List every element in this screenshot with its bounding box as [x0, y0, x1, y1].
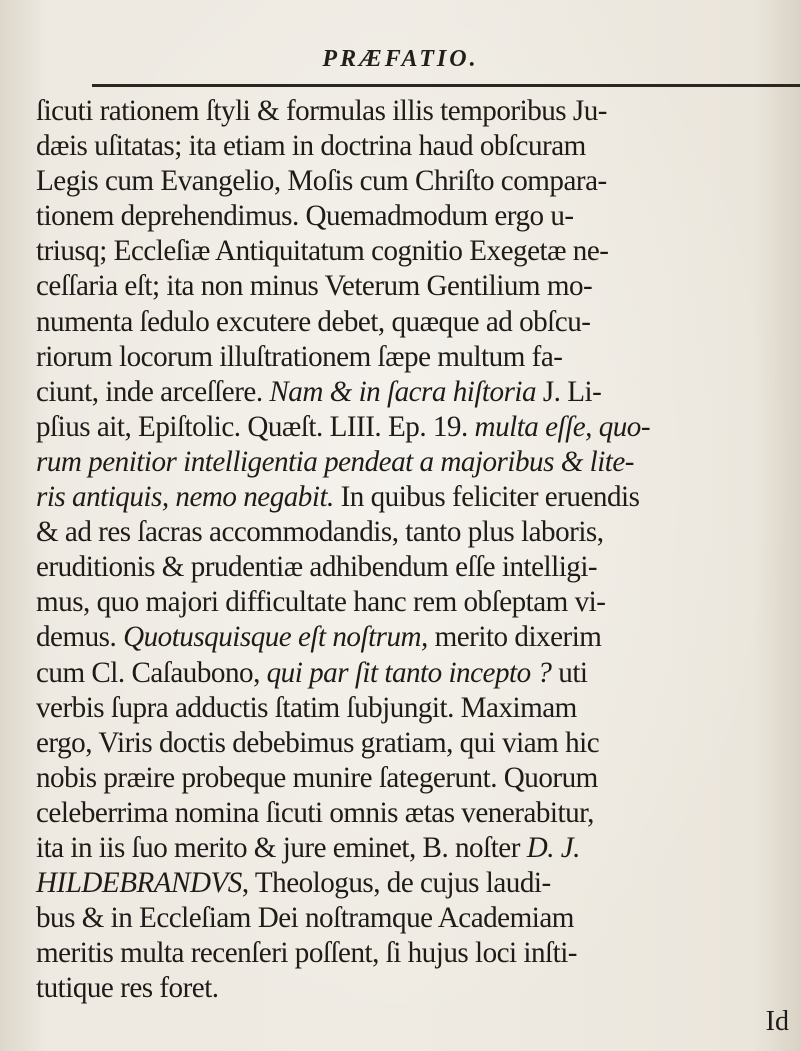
roman-text: celeberrima nomina ſicuti omnis ætas venerabitur,	[36, 796, 594, 829]
text-line	[36, 445, 796, 480]
italic-text: rum penitior intelligentia pendeat a majoribus & lite-	[36, 445, 634, 478]
roman-text: meritis multa recenſeri poſſent, ſi hujus loci inſti-	[36, 937, 578, 970]
body-text	[36, 94, 796, 1006]
roman-text: ſicuti rationem ſtyli & formulas illis temporibus Ju-	[36, 95, 607, 127]
text-line	[36, 164, 796, 199]
text-line	[36, 936, 796, 971]
roman-text: numenta ſedulo excutere debet, quæque ad obſcu-	[36, 305, 591, 338]
text-line	[36, 410, 796, 445]
roman-text: tutique res foret.	[36, 972, 219, 1005]
running-head: PRÆFATIO.	[322, 46, 479, 72]
roman-text: riorum locorum illuſtrationem ſæpe multum fa-	[36, 340, 563, 373]
italic-text: Quotusquisque eſt noſtrum,	[123, 621, 428, 654]
roman-text: ciunt, inde arceſſere.	[36, 375, 270, 408]
roman-text: verbis ſupra adductis ſtatim ſubjungit. Maximam	[36, 691, 577, 724]
text-line	[36, 199, 796, 234]
roman-text: ita in iis ſuo merito & jure eminet, B. noſter	[36, 831, 527, 864]
roman-text: Legis cum Evangelio, Moſis cum Chriſto compara-	[36, 165, 607, 198]
roman-text: uti	[551, 656, 588, 689]
text-line	[36, 550, 796, 585]
roman-text: eruditionis & prudentiæ adhibendum eſſe intelligi-	[36, 551, 598, 584]
roman-text: , Theologus, de cujus laudi-	[241, 867, 551, 900]
header-rule	[92, 84, 800, 87]
roman-text: demus.	[36, 621, 124, 654]
italic-text: HILDEBRANDVS	[36, 867, 242, 900]
roman-text: In quibus feliciter eruendis	[333, 481, 640, 514]
roman-text: nobis præire probeque munire ſategerunt. Quorum	[36, 761, 598, 794]
text-line	[36, 585, 796, 620]
italic-text: multa eſſe, quo-	[474, 410, 651, 443]
roman-text: merito dixerim	[427, 621, 602, 654]
roman-text: mus, quo majori difficultate hanc rem obſeptam vi-	[36, 586, 606, 619]
text-line	[36, 761, 796, 796]
italic-text: D. J.	[526, 831, 580, 864]
roman-text: pſius ait, Epiſtolic. Quæſt. LIII. Ep. 19.	[36, 410, 475, 443]
text-line	[36, 971, 796, 1006]
text-line	[36, 691, 796, 726]
italic-text: ris antiquis, nemo negabit.	[36, 481, 334, 514]
italic-text: Nam & in ſacra hiſtoria	[269, 375, 537, 408]
roman-text: ceſſaria eſt; ita non minus Veterum Gentilium mo-	[36, 270, 593, 303]
text-line	[36, 269, 796, 304]
text-line	[36, 129, 796, 164]
roman-text: & ad res ſacras accommodandis, tanto plus laboris,	[36, 516, 604, 549]
text-line	[36, 94, 796, 129]
text-line	[36, 480, 796, 515]
text-line	[36, 726, 796, 761]
roman-text: ergo, Viris doctis debebimus gratiam, qui viam hic	[36, 726, 600, 759]
roman-text: cum Cl. Caſaubono,	[36, 656, 267, 689]
text-line	[36, 831, 796, 866]
roman-text: dæis uſitatas; ita etiam in doctrina haud obſcuram	[36, 130, 586, 163]
text-line	[36, 375, 796, 410]
text-line	[36, 866, 796, 901]
roman-text: triusq; Eccleſiæ Antiquitatum cognitio Exegetæ ne-	[36, 235, 609, 268]
text-line	[36, 234, 796, 269]
text-line	[36, 515, 796, 550]
roman-text: bus & in Eccleſiam Dei noſtramque Academiam	[36, 902, 574, 935]
roman-text: J. Li-	[536, 375, 602, 408]
text-line	[36, 901, 796, 936]
text-line	[36, 340, 796, 375]
text-line	[36, 796, 796, 831]
italic-text: qui par ſit tanto incepto ?	[266, 656, 552, 689]
catchword: Id	[765, 1006, 789, 1037]
text-line	[36, 620, 796, 655]
roman-text: tionem deprehendimus. Quemadmodum ergo u-	[36, 200, 574, 233]
text-line	[36, 656, 796, 691]
text-line	[36, 305, 796, 340]
